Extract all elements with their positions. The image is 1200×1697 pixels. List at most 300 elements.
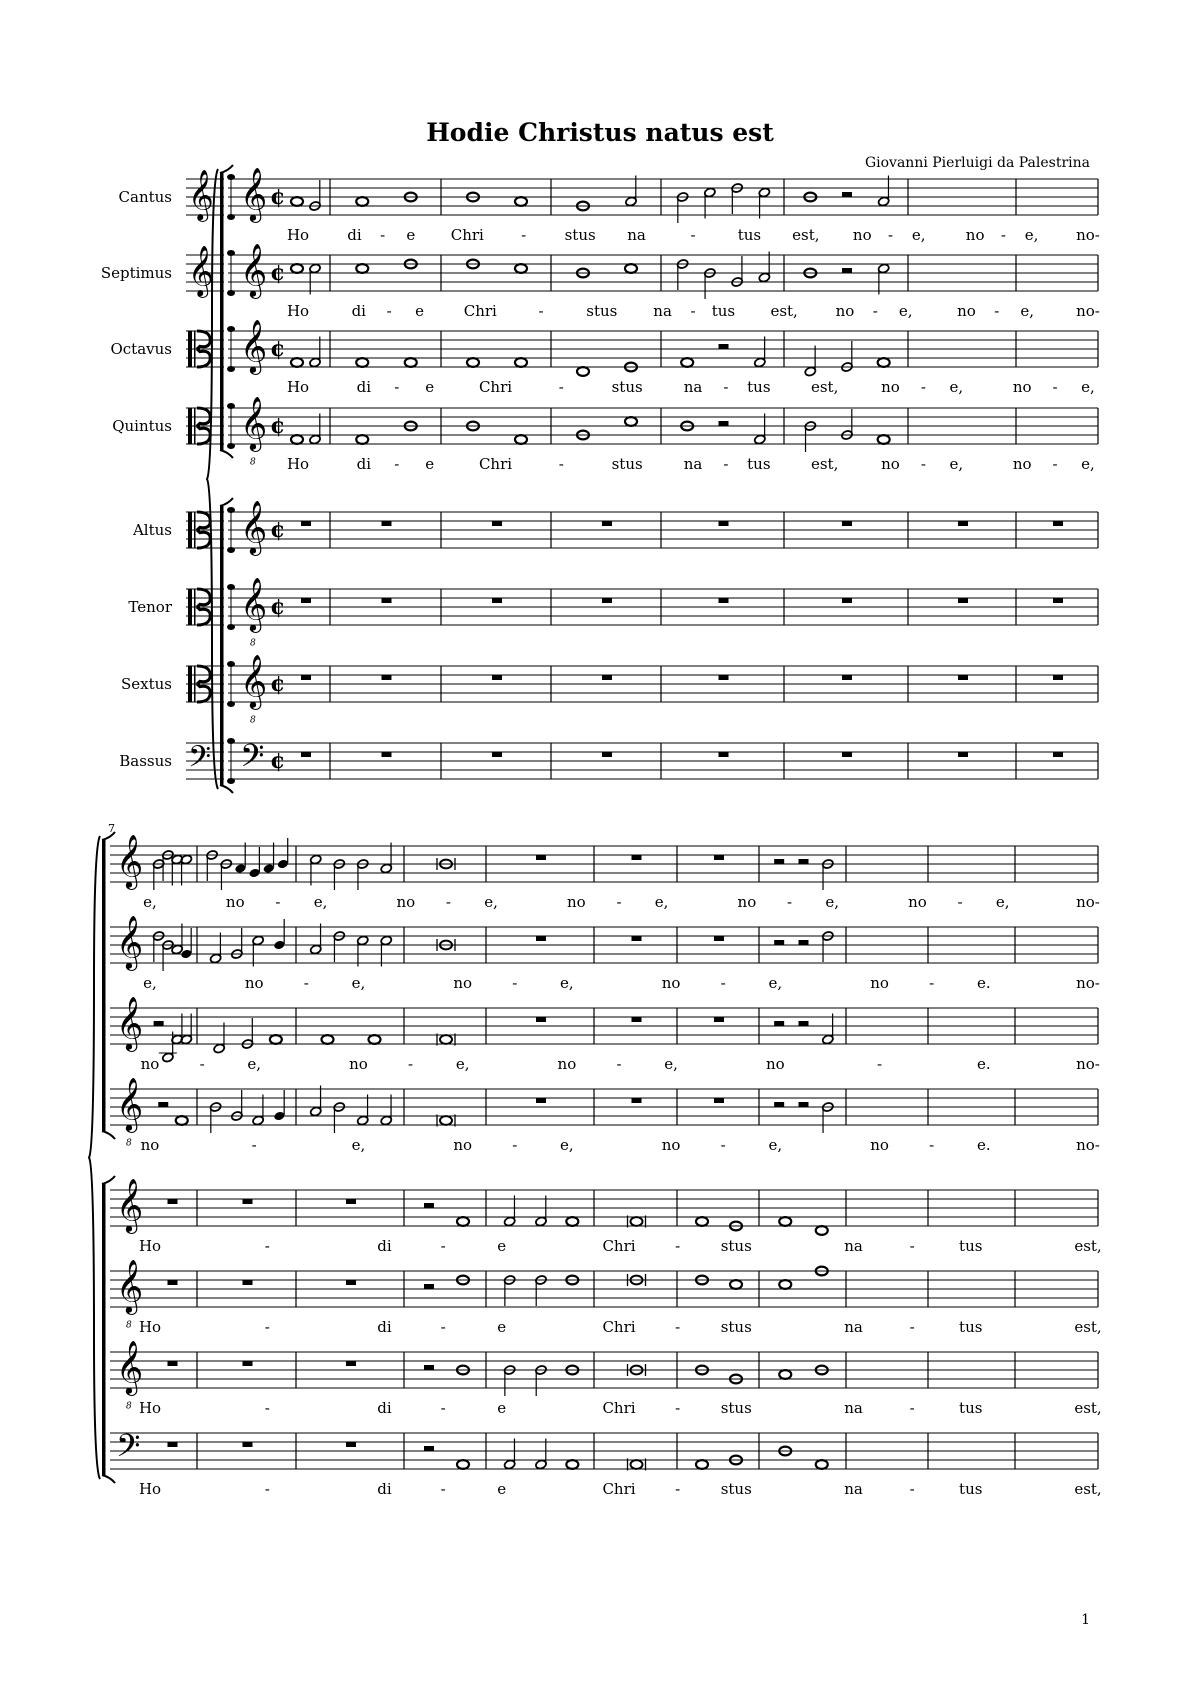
whole-rest-icon	[842, 598, 852, 603]
whole-note	[176, 1116, 188, 1125]
lyric-hyphen: -	[380, 226, 386, 244]
measure-number: 7	[108, 822, 115, 835]
lyric-syllable: di	[377, 1480, 392, 1498]
half-rest-icon	[158, 1102, 168, 1107]
staff-name: Bassus	[119, 752, 172, 770]
lyric-hyphen: -	[929, 974, 935, 992]
lyric-syllable: stus	[611, 455, 643, 473]
ambitus-top-note	[227, 250, 235, 256]
whole-rest-icon	[842, 675, 852, 680]
lyric-syllable: e,	[1081, 455, 1095, 473]
treble-clef-icon: 𝄞	[240, 576, 268, 631]
whole-note	[878, 358, 890, 367]
whole-note	[730, 1280, 742, 1289]
lyric-syllable: no	[349, 1055, 368, 1073]
whole-rest-icon	[632, 1017, 642, 1022]
lyric-syllable: no	[140, 1055, 160, 1073]
staff-name: Quintus	[112, 417, 172, 435]
treble-clef-icon: 𝄞	[240, 499, 268, 554]
lyric-syllable: e,	[1081, 378, 1095, 396]
lyric-syllable: na	[844, 1480, 863, 1498]
whole-rest-icon	[602, 521, 612, 526]
whole-note	[779, 1370, 791, 1379]
whole-note	[779, 1280, 791, 1289]
lyric-hyphen: -	[1052, 378, 1058, 396]
lyric-syllable: tus	[959, 1318, 983, 1336]
lyric-syllable: no	[140, 1136, 160, 1154]
ambitus-top-note	[227, 738, 235, 744]
lyric-hyphen: -	[512, 1136, 518, 1154]
half-rest-icon	[842, 268, 852, 273]
lyric-hyphen: -	[723, 378, 729, 396]
lyric-hyphen: -	[616, 1055, 622, 1073]
lyric-syllable: est,	[810, 378, 839, 396]
lyric-syllable: tus	[737, 226, 762, 244]
staff-sextus	[121, 654, 1098, 726]
lyric-syllable: no	[396, 893, 416, 911]
lyric-syllable: Ho	[286, 302, 310, 320]
lyric-hyphen: -	[929, 1136, 935, 1154]
breve-note	[631, 1460, 643, 1469]
whole-rest-icon	[492, 598, 502, 603]
whole-note	[369, 1035, 381, 1044]
staff-name: Sextus	[121, 675, 172, 693]
lyric-hyphen: -	[275, 893, 281, 911]
staff-voice-2	[110, 915, 1100, 992]
lyric-syllable: di	[377, 1237, 392, 1255]
whole-rest-icon	[719, 675, 729, 680]
treble-clef-icon: 𝄞	[240, 318, 268, 373]
whole-rest-icon	[958, 752, 968, 757]
lyric-syllable: no-	[1076, 302, 1100, 320]
lyric-syllable: est,	[1074, 1399, 1102, 1417]
lyric-syllable: Ho	[138, 1237, 162, 1255]
lyric-syllable: e,	[911, 226, 926, 244]
half-rest-icon	[774, 1102, 784, 1107]
lyric-syllable: no	[835, 302, 855, 320]
treble-clef-icon: 𝄞	[116, 1076, 144, 1131]
whole-rest-icon	[632, 1098, 642, 1103]
ambitus-bottom-note	[227, 701, 235, 707]
whole-note	[779, 1217, 791, 1226]
lyric-syllable: stus	[564, 226, 596, 244]
staff-octavus	[110, 319, 1098, 396]
whole-note	[625, 264, 637, 273]
lyric-syllable: Chri	[478, 378, 513, 396]
whole-note	[696, 1460, 708, 1469]
lyric-syllable: Chri	[602, 1318, 636, 1336]
half-rest-icon	[774, 940, 784, 945]
lyric-syllable: e,	[143, 893, 157, 911]
breve-note	[631, 1217, 643, 1226]
lyric-syllable: tus	[747, 455, 771, 473]
lyric-syllable: e.	[976, 1055, 991, 1073]
lyric-hyphen: -	[909, 1480, 915, 1498]
lyric-syllable: Chri	[463, 302, 497, 320]
lyric-syllable: Ho	[138, 1480, 162, 1498]
whole-note	[515, 264, 527, 273]
lyric-syllable: no	[557, 1055, 577, 1073]
lyric-hyphen: -	[920, 455, 926, 473]
whole-rest-icon	[602, 675, 612, 680]
whole-rest-icon	[1053, 752, 1063, 757]
lyric-syllable: e.	[976, 1136, 991, 1154]
ambitus-top-note	[227, 326, 235, 332]
whole-rest-icon	[382, 752, 392, 757]
octave-marker-icon: 8	[126, 1138, 132, 1149]
octave-marker-icon: 8	[126, 1401, 132, 1412]
staff-voice-8	[110, 1428, 1102, 1498]
lyric-syllable: no	[765, 1055, 785, 1073]
lyric-hyphen: -	[675, 1318, 681, 1336]
half-rest-icon	[424, 1446, 434, 1451]
ambitus-top-note	[227, 403, 235, 409]
staff-name: Septimus	[100, 264, 172, 282]
lyric-syllable: e,	[351, 1136, 366, 1154]
lyric-hyphen: -	[957, 893, 963, 911]
lyric-syllable: Chri	[602, 1399, 636, 1417]
lyric-syllable: na	[627, 226, 646, 244]
lyric-syllable: stus	[720, 1237, 752, 1255]
lyric-hyphen: -	[394, 455, 400, 473]
time-signature: ¢	[270, 336, 286, 362]
half-rest-icon	[774, 859, 784, 864]
lyric-syllable: na	[683, 455, 703, 473]
treble-clef-icon: 𝄞	[188, 169, 214, 221]
lyric-syllable: no	[661, 1136, 681, 1154]
lyric-syllable: no	[1012, 455, 1032, 473]
lyric-syllable: Ho	[138, 1399, 162, 1417]
lyric-syllable: Ho	[138, 1318, 162, 1336]
lyric-syllable: na	[683, 378, 703, 396]
lyric-syllable: e	[406, 226, 416, 244]
lyric-hyphen: -	[690, 302, 696, 320]
lyric-syllable: Chri	[450, 226, 484, 244]
lyric-hyphen: -	[675, 1237, 681, 1255]
lyric-syllable: est,	[1074, 1237, 1102, 1255]
lyric-hyphen: -	[394, 378, 400, 396]
whole-rest-icon	[714, 855, 724, 860]
lyric-hyphen: -	[616, 893, 622, 911]
whole-rest-icon	[346, 1442, 356, 1447]
lyric-syllable: no	[225, 893, 245, 911]
lyric-hyphen: -	[512, 974, 518, 992]
whole-rest-icon	[346, 1199, 356, 1204]
whole-rest-icon	[1053, 598, 1063, 603]
ambitus-bottom-note	[227, 624, 235, 630]
lyric-syllable: e.	[976, 974, 991, 992]
lyric-syllable: tus	[959, 1480, 983, 1498]
lyric-hyphen: -	[920, 378, 926, 396]
time-signature: ¢	[270, 594, 286, 620]
staff-name: Altus	[132, 521, 172, 539]
lyric-syllable: e,	[898, 302, 913, 320]
whole-note	[291, 197, 303, 206]
bracket	[102, 840, 106, 1131]
lyric-syllable: di	[356, 378, 372, 396]
lyric-syllable: no	[567, 893, 586, 911]
lyric-syllable: tus	[711, 302, 736, 320]
ambitus-top-note	[227, 507, 235, 513]
staff-quintus	[112, 396, 1098, 473]
whole-rest-icon	[346, 1361, 356, 1366]
whole-rest-icon	[243, 1280, 253, 1285]
ambitus-top-note	[227, 584, 235, 590]
staff-voice-4	[110, 1077, 1100, 1154]
ambitus-bottom-note	[227, 443, 235, 449]
lyric-hyphen: -	[909, 1318, 915, 1336]
lyric-syllable: -	[264, 1237, 270, 1255]
lyric-syllable: -	[251, 1136, 257, 1154]
staff-voice-1	[110, 834, 1100, 911]
lyric-syllable: est,	[770, 302, 798, 320]
lyric-syllable: -	[264, 1399, 270, 1417]
octave-marker-icon: 8	[250, 715, 256, 726]
lyric-syllable: no	[965, 226, 985, 244]
lyric-hyphen: -	[872, 302, 878, 320]
lyric-syllable: no	[244, 974, 264, 992]
octave-marker-icon: 8	[126, 1320, 132, 1331]
lyric-syllable: e,	[484, 893, 498, 911]
whole-rest-icon	[714, 1098, 724, 1103]
staff-name: Tenor	[128, 598, 172, 616]
lyric-syllable: na	[844, 1237, 863, 1255]
lyric-hyphen: -	[675, 1399, 681, 1417]
staff-cantus	[119, 167, 1100, 244]
lyric-syllable: Ho	[286, 455, 310, 473]
staff-name: Octavus	[110, 340, 172, 358]
lyric-syllable: no	[661, 974, 681, 992]
lyric-syllable: -	[877, 1055, 883, 1073]
whole-rest-icon	[958, 598, 968, 603]
lyric-syllable: stus	[720, 1318, 752, 1336]
page-title: Hodie Christus natus est	[426, 118, 774, 147]
whole-rest-icon	[602, 752, 612, 757]
lyric-syllable: -	[264, 1318, 270, 1336]
system-1	[101, 165, 1100, 793]
half-rest-icon	[424, 1365, 434, 1370]
lyric-syllable: Ho	[286, 378, 310, 396]
lyric-syllable: e,	[560, 974, 574, 992]
lyric-syllable: di	[347, 226, 362, 244]
whole-note	[577, 367, 589, 376]
lyric-syllable: no	[453, 1136, 473, 1154]
treble-clef-icon: 𝄞	[240, 653, 268, 708]
treble-clef-icon: 𝄞	[240, 395, 268, 450]
lyric-syllable: est,	[1074, 1318, 1102, 1336]
whole-rest-icon	[536, 936, 546, 941]
bass-clef-icon: 𝄢	[188, 739, 212, 782]
lyric-syllable: Chri	[602, 1237, 636, 1255]
lyric-syllable: est,	[1074, 1480, 1102, 1498]
whole-rest-icon	[719, 521, 729, 526]
whole-note	[696, 1217, 708, 1226]
time-signature: ¢	[270, 517, 286, 543]
whole-rest-icon	[842, 521, 852, 526]
ambitus-bottom-note	[227, 547, 235, 553]
whole-rest-icon	[842, 752, 852, 757]
lyric-hyphen: -	[720, 974, 726, 992]
lyric-hyphen: -	[386, 302, 392, 320]
lyric-syllable: di	[377, 1399, 392, 1417]
bracket	[102, 1184, 106, 1475]
lyric-syllable: e,	[313, 893, 328, 911]
lyric-syllable: na	[844, 1318, 863, 1336]
whole-note	[291, 358, 303, 367]
lyric-syllable: e,	[351, 974, 366, 992]
whole-note	[515, 197, 527, 206]
time-signature: ¢	[270, 260, 286, 286]
lyric-syllable: e,	[1024, 226, 1039, 244]
lyric-syllable: tus	[959, 1399, 983, 1417]
whole-rest-icon	[301, 752, 311, 757]
lyric-syllable: e	[425, 455, 435, 473]
whole-rest-icon	[958, 675, 968, 680]
lyric-hyphen: -	[303, 974, 309, 992]
whole-rest-icon	[301, 675, 311, 680]
lyric-syllable: tus	[959, 1237, 983, 1255]
lyric-syllable: e,	[768, 974, 783, 992]
whole-note	[566, 1217, 578, 1226]
whole-rest-icon	[719, 598, 729, 603]
whole-rest-icon	[382, 521, 392, 526]
lyric-hyphen: -	[440, 1399, 446, 1417]
lyric-syllable: -	[558, 455, 564, 473]
whole-note	[405, 358, 417, 367]
ambitus-bottom-note	[227, 778, 235, 784]
whole-rest-icon	[168, 1442, 178, 1447]
whole-rest-icon	[243, 1199, 253, 1204]
brace-icon	[89, 836, 100, 1479]
lyric-syllable: e	[497, 1480, 507, 1498]
whole-rest-icon	[536, 855, 546, 860]
lyric-syllable: di	[356, 455, 372, 473]
composer: Giovanni Pierluigi da Palestrina	[864, 155, 1090, 171]
lyric-syllable: stus	[720, 1480, 752, 1498]
half-rest-icon	[719, 421, 729, 426]
lyric-syllable: est,	[792, 226, 820, 244]
treble-clef-icon: 𝄞	[188, 245, 214, 297]
ambitus-bottom-note	[227, 366, 235, 372]
system-2	[89, 822, 1102, 1498]
staff-septimus	[101, 243, 1100, 320]
whole-note	[625, 417, 637, 426]
half-rest-icon	[799, 940, 809, 945]
lyric-syllable: -	[264, 1480, 270, 1498]
lyric-hyphen: -	[994, 302, 1000, 320]
bass-clef-icon: 𝄢	[240, 737, 265, 782]
whole-rest-icon	[301, 598, 311, 603]
lyric-syllable: no	[881, 378, 900, 396]
whole-note	[515, 358, 527, 367]
lyric-hyphen: -	[909, 1237, 915, 1255]
lyric-hyphen: -	[787, 893, 793, 911]
whole-note	[270, 1035, 282, 1044]
lyric-syllable: no	[908, 893, 927, 911]
lyric-hyphen: -	[440, 1237, 446, 1255]
lyric-syllable: e,	[664, 1055, 678, 1073]
whole-note	[816, 1226, 828, 1235]
lyric-syllable: no	[1012, 378, 1032, 396]
half-rest-icon	[799, 859, 809, 864]
lyric-syllable: no-	[1076, 1136, 1100, 1154]
lyric-syllable: stus	[586, 302, 618, 320]
breve-note	[440, 1035, 452, 1044]
half-rest-icon	[154, 1021, 164, 1026]
lyric-syllable: no-	[1076, 1055, 1100, 1073]
lyric-syllable: no	[881, 455, 900, 473]
whole-note	[816, 1460, 828, 1469]
lyric-syllable: e	[497, 1399, 507, 1417]
lyric-syllable: -	[558, 378, 564, 396]
time-signature: ¢	[270, 748, 286, 774]
lyric-hyphen: -	[909, 1399, 915, 1417]
lyric-syllable: Ho	[286, 226, 310, 244]
staff-voice-7	[110, 1340, 1102, 1417]
treble-clef-icon: 𝄞	[116, 1258, 144, 1313]
lyric-syllable: no	[870, 1136, 889, 1154]
whole-note	[291, 264, 303, 273]
lyric-syllable: no	[870, 974, 889, 992]
whole-note	[681, 358, 693, 367]
lyric-hyphen: -	[675, 1480, 681, 1498]
whole-note	[457, 1460, 469, 1469]
whole-rest-icon	[492, 675, 502, 680]
lyric-syllable: -	[521, 226, 527, 244]
treble-clef-icon: 𝄞	[240, 242, 268, 297]
whole-note	[457, 1217, 469, 1226]
lyric-syllable: e	[415, 302, 424, 320]
lyric-syllable: di	[377, 1318, 392, 1336]
staff-bassus	[119, 738, 1098, 784]
lyric-syllable: no	[957, 302, 976, 320]
lyric-syllable: e,	[995, 893, 1010, 911]
treble-clef-icon: 𝄞	[116, 914, 144, 969]
lyric-syllable: e,	[825, 893, 840, 911]
whole-rest-icon	[719, 752, 729, 757]
staff-voice-5	[110, 1178, 1102, 1255]
lyric-hyphen: -	[723, 455, 729, 473]
whole-note	[356, 264, 368, 273]
whole-note	[356, 435, 368, 444]
lyric-hyphen: -	[887, 226, 894, 244]
ambitus-bottom-note	[227, 214, 235, 220]
whole-rest-icon	[301, 521, 311, 526]
whole-rest-icon	[492, 752, 502, 757]
lyric-syllable: stus	[720, 1399, 752, 1417]
whole-rest-icon	[1053, 521, 1063, 526]
treble-clef-icon: 𝄞	[116, 995, 144, 1050]
lyric-hyphen: -	[720, 1136, 726, 1154]
whole-rest-icon	[382, 675, 392, 680]
whole-note	[515, 435, 527, 444]
staff-voice-6	[110, 1259, 1102, 1336]
whole-rest-icon	[536, 1017, 546, 1022]
lyric-syllable: -	[690, 226, 696, 244]
lyric-hyphen: -	[440, 1480, 446, 1498]
lyric-hyphen: -	[1052, 455, 1058, 473]
whole-note	[291, 435, 303, 444]
octave-marker-icon: 8	[250, 457, 256, 468]
half-rest-icon	[424, 1284, 434, 1289]
lyric-syllable: na	[653, 302, 672, 320]
lyric-hyphen: -	[1000, 226, 1006, 244]
whole-rest-icon	[714, 1017, 724, 1022]
lyric-syllable: e,	[143, 974, 157, 992]
treble-clef-icon: 𝄞	[240, 166, 268, 221]
lyric-syllable: est,	[810, 455, 839, 473]
ambitus-bottom-note	[227, 290, 235, 296]
